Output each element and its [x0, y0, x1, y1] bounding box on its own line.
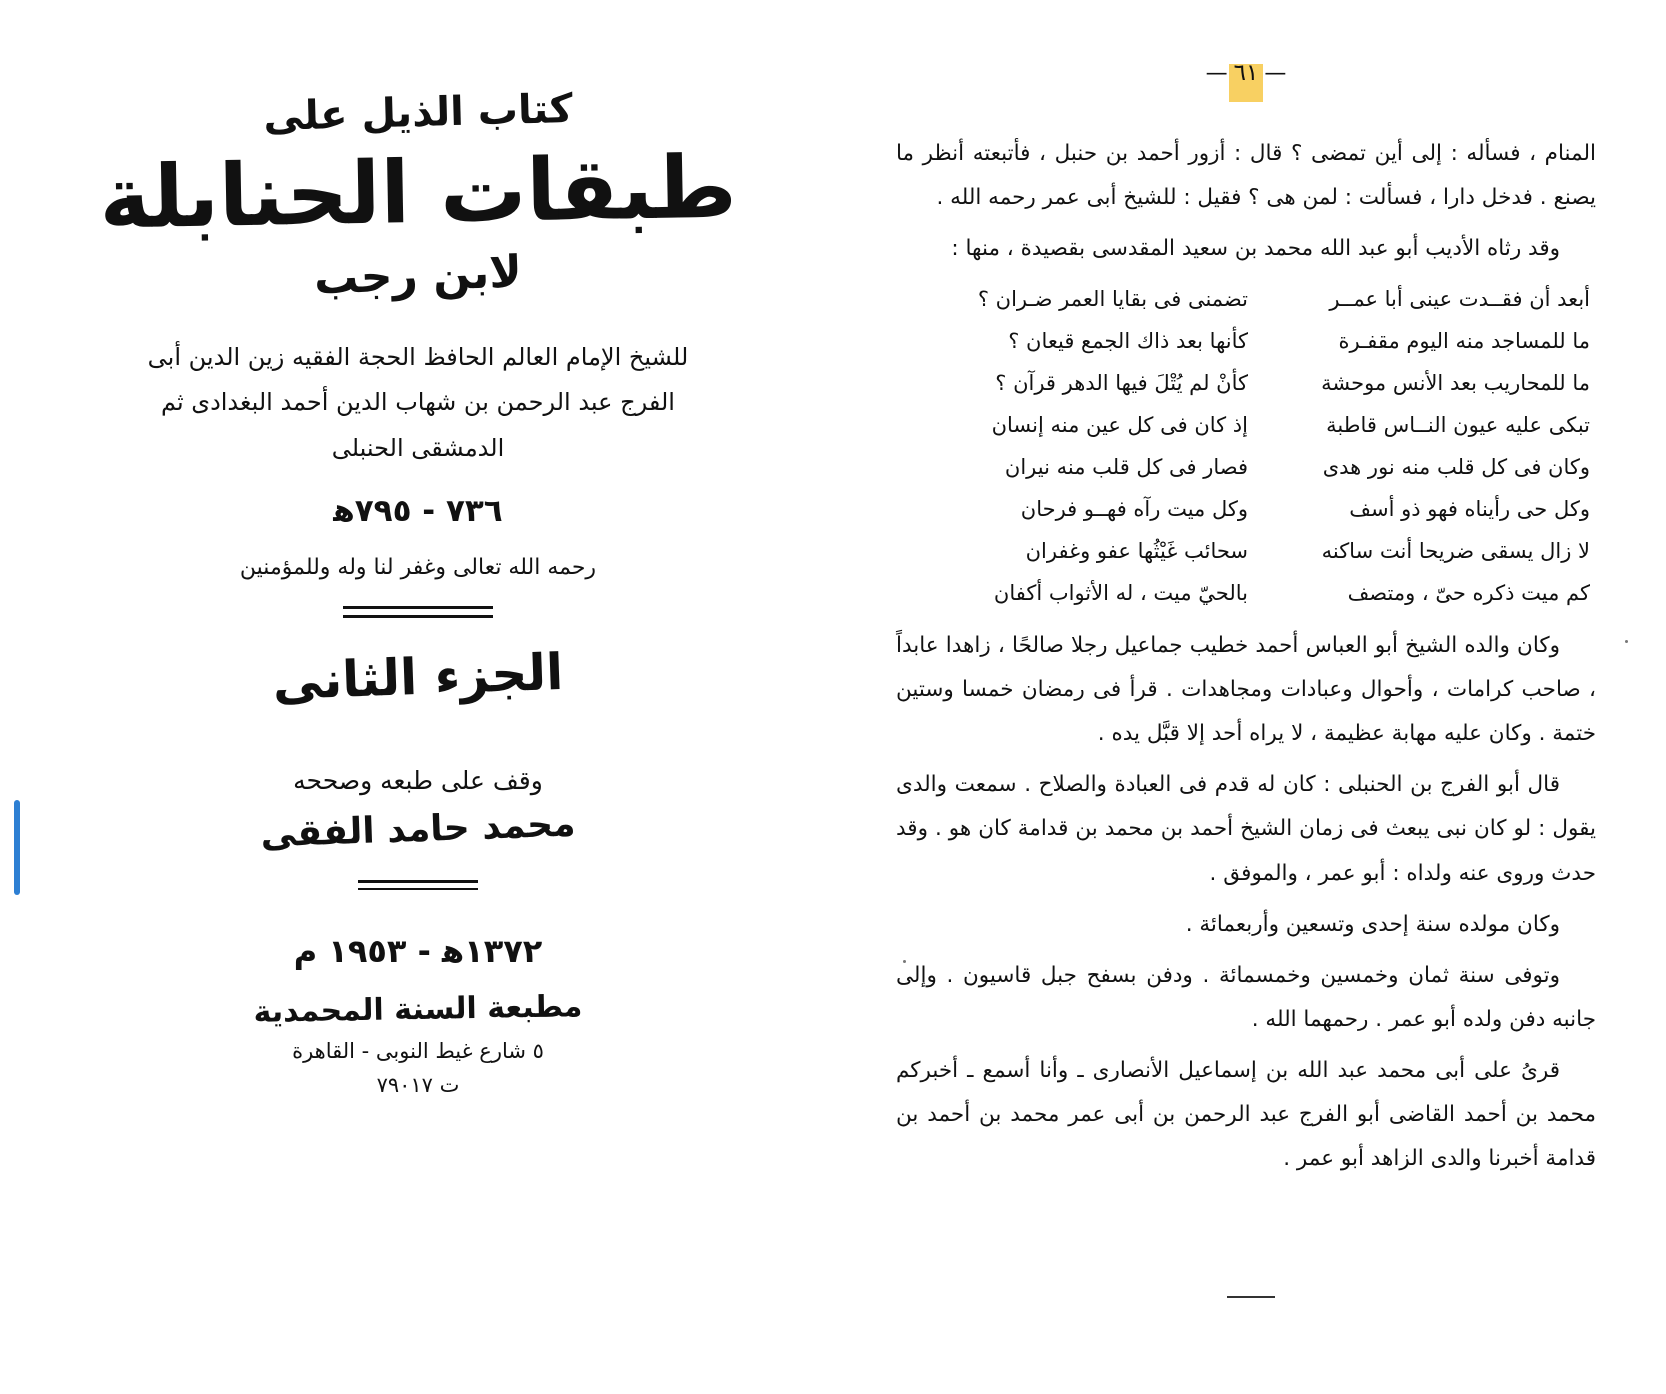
- poem-hemistich-left: بالحيّ ميت ، له الأثواب أكفان: [993, 581, 1248, 606]
- page-number-dash-right: —: [1264, 61, 1287, 86]
- paragraph-father-biography: وكان والده الشيخ أبو العباس أحمد خطيب جماعيل رجلا صالحًا ، زاهدا عابداً ، صاحب كرامات ، وأحوال وعبادات ومجاهدات . قرأ فى رمضان خمسا وستين ختمة . وكان عليه مهابة عظيمة ، لا يراه أحد إلا قبَّل يده .: [896, 633, 1596, 747]
- book-main-title: طبقات الحنابلة: [98, 137, 738, 249]
- book-author-calligraphic: لابن رجب: [313, 245, 523, 305]
- publication-year: ١٣٧٢ﻫ - ١٩٥٣ م: [293, 932, 543, 971]
- poem-hemistich-right: وكل حى رأيناه فهو ذو أسف: [1349, 497, 1590, 522]
- poem-verse: [896, 530, 1596, 572]
- poem-verse: [896, 362, 1596, 404]
- poem-hemistich-left: فصار فى كل قلب منه نيران: [1004, 455, 1248, 480]
- margin-dot: [903, 960, 906, 963]
- poem-hemistich-left: تضمنى فى بقايا العمر ضـران ؟: [977, 287, 1248, 312]
- page-number: [1196, 60, 1297, 86]
- publisher-name: مطبعة السنة المحمدية: [253, 989, 583, 1031]
- page-number-dash-left: —: [1205, 61, 1228, 86]
- margin-dot: [1625, 640, 1628, 643]
- paragraph-abul-faraj-quote: قال أبو الفرج بن الحنبلى : كان له قدم فى العبادة والصلاح . سمعت والدى يقول : لو كان نبى يبعث فى زمان الشيخ أحمد بن محمد بن قدامة كان هو . وقد حدث وروى عنه ولداه : أبو عمر ، والموفق .: [896, 772, 1596, 886]
- paragraph-birth-year: وكان مولده سنة إحدى وتسعين وأربعمائة .: [1185, 911, 1560, 937]
- paragraph-death-and-burial: وتوفى سنة ثمان وخمسين وخمسمائة . ودفن بسفح جبل قاسيون . وإلى جانبه دفن ولده أبو عمر . رحمهما الله .: [896, 962, 1596, 1032]
- poem-block: [896, 278, 1596, 614]
- poem-hemistich-right: ما للمحاريب بعد الأنس موحشة: [1321, 371, 1590, 396]
- poem-hemistich-right: لا زال يسقى ضريحا أنت ساكنه: [1321, 539, 1590, 564]
- volume-label: الجزء الثانى: [271, 643, 565, 712]
- poem-verse: [896, 278, 1596, 320]
- poem-hemistich-left: وكل ميت رآه فهــو فرحان: [1020, 497, 1248, 522]
- author-life-dates: ٧٣٦ - ٧٩٥ﻫ: [333, 493, 503, 530]
- poem-verse: [896, 446, 1596, 488]
- author-dua-line: رحمه الله تعالى وغفر لنا وله وللمؤمنين: [239, 555, 597, 581]
- paragraph-elegy-intro: وقد رثاه الأديب أبو عبد الله محمد بن سعيد المقدسى بقصيدة ، منها :: [951, 236, 1560, 262]
- author-full-description: للشيخ الإمام العالم الحافظ الحجة الفقيه زين الدين أبى الفرج عبد الرحمن بن شهاب الدين أحمد البغدادى ثم الدمشقى الحنبلى: [147, 342, 689, 462]
- bottom-rule-mark: [1227, 1296, 1275, 1298]
- title-prefix-line: كتاب الذيل على: [262, 85, 574, 141]
- paragraph-isnad: قرىُ على أبى محمد عبد الله بن إسماعيل الأنصارى ـ وأنا أسمع ـ أخبركم محمد بن أحمد القاضى أبو الفرج عبد الرحمن بن أبى عمر محمد بن أحمد بن قدامة أخبرنا والدى الزاهد أبو عمر .: [896, 1057, 1596, 1171]
- poem-hemistich-right: ما للمساجد منه اليوم مقفـرة: [1338, 329, 1590, 354]
- poem-hemistich-left: كأنْ لم يُتْلَ فيها الدهر قرآن ؟: [995, 371, 1248, 396]
- poem-hemistich-left: كأنها بعد ذاك الجمع قيعان ؟: [1008, 329, 1248, 354]
- poem-verse: [896, 320, 1596, 362]
- poem-verse: [896, 488, 1596, 530]
- page-number-header: [896, 60, 1596, 104]
- poem-hemistich-right: كم ميت ذكره حىّ ، ومتصف: [1347, 581, 1590, 606]
- poem-hemistich-right: وكان فى كل قلب منه نور هدى: [1322, 455, 1590, 480]
- poem-hemistich-left: إذ كان فى كل عين منه إنسان: [991, 413, 1248, 438]
- poem-verse: [896, 404, 1596, 446]
- publisher-address-line1: ٥ شارع غيط النوبى - القاهرة: [292, 1039, 544, 1064]
- divider-rule-top: [343, 606, 493, 618]
- divider-rule-bottom: [358, 880, 478, 890]
- poem-hemistich-right: تبكى عليه عيون النــاس قاطبة: [1326, 413, 1590, 438]
- paragraph-intro: المنام ، فسأله : إلى أين تمضى ؟ قال : أزور أحمد بن حنبل ، فأتبعته أنظر ما يصنع . فدخل دارا ، فسألت : لمن هى ؟ فقيل : للشيخ أبى عمر رحمه الله .: [896, 141, 1596, 211]
- page-body: [896, 132, 1596, 1181]
- text-page: [836, 0, 1666, 1394]
- page-number-value: ٦١: [1233, 60, 1259, 86]
- supervisor-label: وقف على طبعه وصححه: [293, 766, 543, 796]
- publisher-phone: ت ٧٩٠١٧: [376, 1072, 460, 1097]
- poem-hemistich-right: أبعد أن فقــدت عينى أبا عمــر: [1329, 287, 1590, 312]
- poem-verse: [896, 572, 1596, 614]
- supervisor-name: محمد حامد الفقى: [259, 803, 577, 856]
- poem-hemistich-left: سحائب غَيْثُها عفو وغفران: [1025, 539, 1248, 564]
